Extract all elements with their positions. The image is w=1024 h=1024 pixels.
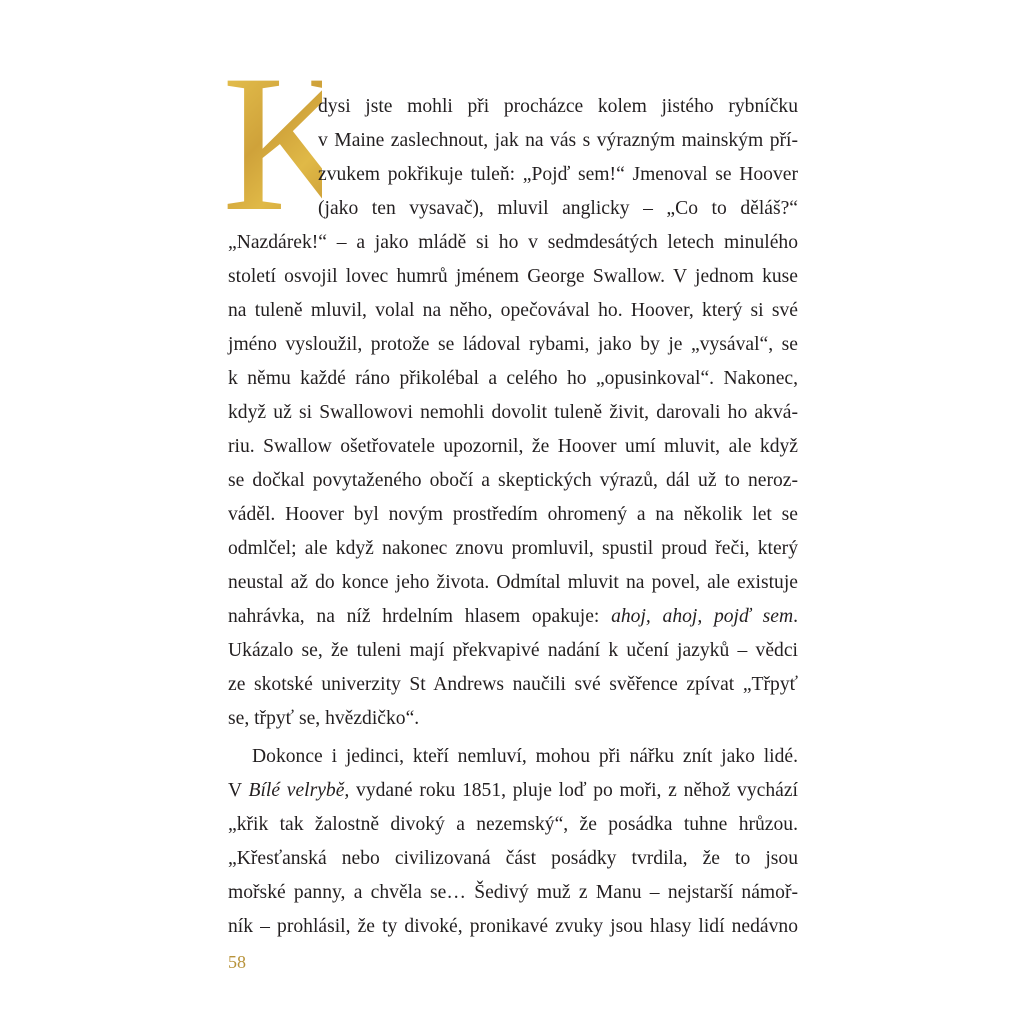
text-line <box>228 774 798 808</box>
text-line: k němu každé ráno přikolébal a celého ho „opusinkoval“. Nakonec, <box>228 368 798 389</box>
text-line: Ukázalo se, že tuleni mají překvapivé nadání k učení jazyků – vědci <box>228 640 798 661</box>
text-line: váděl. Hoover byl novým prostředím ohromený a na několik let se <box>228 504 798 525</box>
text-line: ze skotské univerzity St Andrews naučili své svěřence zpívat „Třpyť <box>228 674 798 695</box>
text-line: se dočkal povytaženého obočí a skeptických výrazů, dál už to neroz- <box>228 470 798 491</box>
text-line: ník – prohlásil, že ty divoké, pronikavé zvuky jsou hlasy lidí nedávno <box>228 916 798 937</box>
text-line: mořské panny, a chvěla se… Šedivý muž z Manu – nejstarší námoř- <box>228 882 798 903</box>
text-run: vydané roku 1851, pluje loď po moři, z něhož vychází <box>349 780 798 801</box>
page-number: 58 <box>228 952 246 972</box>
text-line: (jako ten vysavač), mluvil anglicky – „Co to děláš?“ <box>318 198 798 219</box>
text-line: se, třpyť se, hvězdičko“. <box>228 708 420 729</box>
text-line: neustal až do konce jeho života. Odmítal mluvit na povel, ale existuje <box>228 572 798 593</box>
text-line: když už si Swallowovi nemohli dovolit tuleně živit, darovali ho akvá- <box>228 402 798 423</box>
text-line: století osvojil lovec humrů jménem George Swallow. V jednom kuse <box>228 266 798 287</box>
text-line: v Maine zaslechnout, jak na vás s výrazným mainským pří- <box>318 130 798 151</box>
text-run: V <box>228 780 249 801</box>
text-run: . <box>793 606 798 627</box>
text-run: nahrávka, na níž hrdelním hlasem opakuje: <box>228 606 612 627</box>
text-line <box>228 600 798 634</box>
text-line: na tuleně mluvil, volal na něho, opečovával ho. Hoover, který si své <box>228 300 798 321</box>
text-line: „křik tak žalostně divoký a nezemský“, že posádka tuhne hrůzou. <box>228 814 798 835</box>
text-line: Dokonce i jedinci, kteří nemluví, mohou při nářku znít jako lidé. <box>252 746 798 767</box>
drop-cap-letter: K <box>222 35 364 252</box>
text-line: riu. Swallow ošetřovatele upozornil, že Hoover umí mluvit, ale když <box>228 436 798 457</box>
text-line: odmlčel; ale když nakonec znovu promluvil, spustil proud řeči, který <box>228 538 798 559</box>
text-line: zvukem pokřikuje tuleň: „Pojď sem!“ Jmenoval se Hoover <box>318 164 798 185</box>
italic-run: Bílé velrybě, <box>248 780 350 801</box>
text-line: dysi jste mohli při procházce kolem jistého rybníčku <box>318 96 798 117</box>
text-line: jméno vysloužil, protože se ládoval rybami, jako by je „vysával“, se <box>228 334 798 355</box>
text-line: „Křesťanská nebo civilizovaná část posádky tvrdila, že to jsou <box>228 848 798 869</box>
italic-run: ahoj, ahoj, pojď sem <box>611 606 794 627</box>
text-line: „Nazdárek!“ – a jako mládě si ho v sedmdesátých letech minulého <box>228 232 798 253</box>
